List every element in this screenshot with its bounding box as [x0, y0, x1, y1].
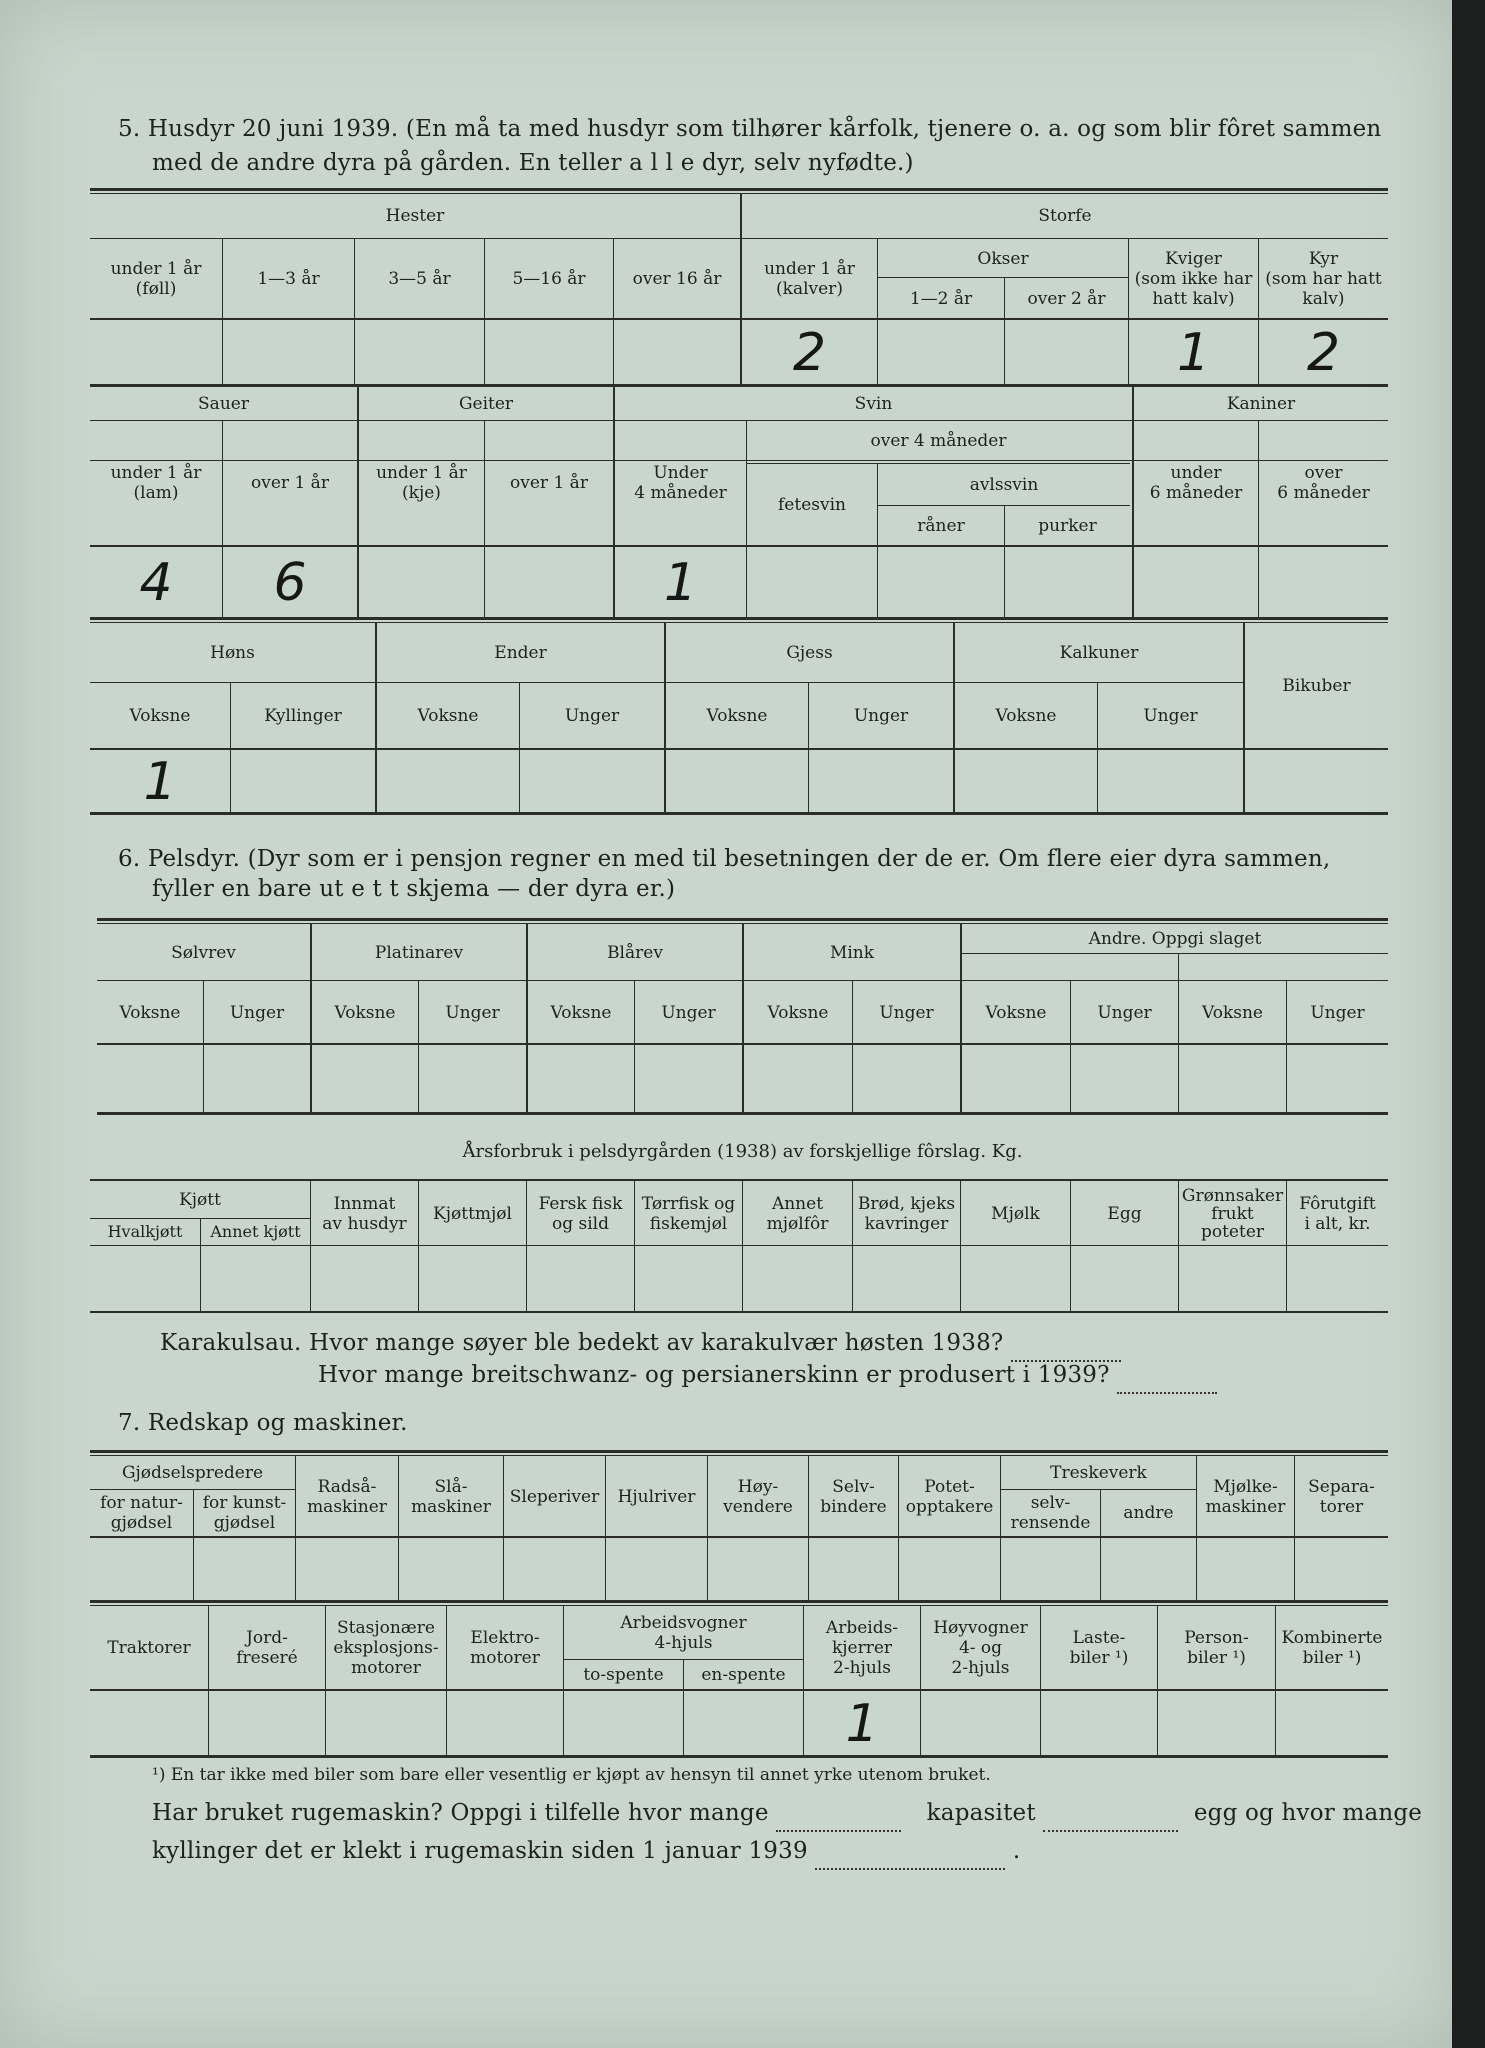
hons-col-kyllinger: Kyllinger: [264, 706, 342, 726]
bikuber-header: Bikuber: [1282, 676, 1351, 696]
value-svin-under4[interactable]: 1: [663, 553, 698, 613]
avlssvin-col-raaner: råner: [917, 515, 965, 536]
okser-header: Okser: [977, 248, 1029, 269]
equip-col-elektromotorer: Elektro- motorer: [470, 1628, 540, 1668]
kalkuner-col-voksne: Voksne: [995, 706, 1057, 726]
section6-line1: 6. Pelsdyr. (Dyr som er i pensjon regner en med til besetningen der de er. Om flere eier dyra sammen,: [118, 846, 1331, 872]
rugemaskin-count-field[interactable]: [776, 1796, 901, 1832]
okser-col-over2: over 2 år: [1027, 288, 1106, 309]
equip-col-naturgjodsel: for natur- gjødsel: [100, 1493, 183, 1533]
gjess-header: Gjess: [786, 643, 833, 663]
equip-col-kombinerte: Kombinerte biler ¹): [1281, 1628, 1383, 1668]
section5-line1: 5. Husdyr 20 juni 1939. (En må ta med husdyr som tilhører kårfolk, tjenere o. a. og som blir fôret sammen: [118, 116, 1382, 142]
mink-col-unger: Unger: [879, 1002, 934, 1023]
feed-col-mjolk: Mjølk: [991, 1203, 1040, 1224]
equip-col-sla: Slå- maskiner: [411, 1476, 491, 1517]
karakul-answer2-field[interactable]: [1117, 1358, 1217, 1394]
section5-line2: med de andre dyra på gården. En teller a l l e dyr, selv nyfødte.): [152, 150, 914, 176]
equip-col-separatorer: Separa- torer: [1308, 1476, 1375, 1517]
feed-col-egg: Egg: [1107, 1203, 1142, 1224]
svin-over4-header: over 4 måneder: [870, 431, 1007, 451]
storfe-header: Storfe: [1038, 206, 1092, 226]
rugemaskin-capacity-field[interactable]: [1043, 1796, 1178, 1832]
blaarev-header: Blårev: [607, 943, 663, 963]
hester-col-foll: under 1 år (føll): [110, 259, 202, 299]
svin-col-fetesvin: fetesvin: [778, 494, 846, 515]
blaarev-col-voksne: Voksne: [550, 1002, 612, 1023]
rugemaskin-line2: kyllinger det er klekt i rugemaskin siden 1 januar 1939 .: [152, 1834, 1352, 1870]
sauer-col-lam: under 1 år (lam): [110, 463, 202, 503]
kaniner-header: Kaniner: [1226, 394, 1296, 414]
storfe-col-kviger: Kviger (som ikke har hatt kalv): [1134, 249, 1253, 309]
andre-header: Andre. Oppgi slaget: [1088, 929, 1262, 949]
geiter-header: Geiter: [458, 394, 514, 414]
hester-col-5-16: 5—16 år: [512, 269, 586, 289]
feed-col-annet-kjott: Annet kjøtt: [210, 1222, 301, 1241]
arbeidsvogner-header: Arbeidsvogner 4-hjuls: [620, 1613, 747, 1653]
hester-col-over16: over 16 år: [632, 269, 722, 289]
hons-header: Høns: [210, 643, 255, 663]
equip-col-mjolkemaskiner: Mjølke- maskiner: [1205, 1476, 1286, 1517]
rugemaskin-line1: Har bruket rugemaskin? Oppgi i tilfelle hvor mange kapasitet egg og hvor mange: [152, 1796, 1392, 1832]
equip-col-selvbindere: Selv- bindere: [820, 1476, 887, 1517]
karakul-answer1-field[interactable]: [1011, 1326, 1121, 1362]
feed-col-gronnsaker: Grønnsaker frukt poteter: [1181, 1185, 1284, 1242]
platinarev-col-voksne: Voksne: [334, 1002, 396, 1023]
kalkuner-header: Kalkuner: [1059, 643, 1139, 663]
feed-col-innmat: Innmat av husdyr: [322, 1193, 407, 1234]
equip-col-andre: andre: [1123, 1503, 1174, 1523]
equip-col-selvrensende: selv- rensende: [1010, 1493, 1091, 1533]
sauer-header: Sauer: [198, 394, 249, 414]
gjodsel-header: Gjødselspredere: [121, 1463, 264, 1483]
feed-col-annet-mjolfor: Annet mjølfôr: [766, 1193, 829, 1234]
rugemaskin-kyllinger-field[interactable]: [815, 1834, 1005, 1870]
equip-col-hjulriver: Hjulriver: [617, 1486, 696, 1507]
equip-col-potetopptakere: Potet- opptakere: [905, 1476, 994, 1517]
solvrev-header: Sølvrev: [171, 943, 236, 963]
equip-col-arbeidskjerrer: Arbeids- kjerrer 2-hjuls: [825, 1618, 899, 1678]
hester-col-3-5: 3—5 år: [388, 269, 451, 289]
equip-col-sleperiver: Sleperiver: [509, 1486, 600, 1507]
forbruk-title: Årsforbruk i pelsdyrgården (1938) av forskjellige fôrslag. Kg.: [462, 1141, 1023, 1162]
equip-col-kunstgjodsel: for kunst- gjødsel: [202, 1493, 287, 1533]
ender-col-voksne: Voksne: [417, 706, 479, 726]
hons-col-voksne: Voksne: [129, 706, 191, 726]
equip-col-jordfreser: Jord- freseré: [236, 1628, 298, 1668]
storfe-col-kyr: Kyr (som har hatt kalv): [1265, 249, 1382, 309]
value-lam[interactable]: 4: [139, 553, 173, 613]
footnote: ¹) En tar ikke med biler som bare eller vesentlig er kjøpt av hensyn til annet yrke utenom bruket.: [152, 1765, 991, 1785]
gjess-col-voksne: Voksne: [706, 706, 768, 726]
equip-col-lastebiler: Laste- biler ¹): [1069, 1628, 1129, 1668]
section6-line2: fyller en bare ut e t t skjema — der dyra er.): [152, 876, 676, 902]
mink-header: Mink: [829, 943, 875, 963]
geiter-col-over1: over 1 år: [510, 473, 588, 493]
feed-col-hvalkjott: Hvalkjøtt: [107, 1222, 183, 1241]
feed-col-torrfisk: Tørrfisk og fiskemjøl: [641, 1193, 736, 1234]
avlssvin-col-purker: purker: [1038, 515, 1097, 536]
platinarev-col-unger: Unger: [445, 1002, 500, 1023]
value-arbeidskjerrer[interactable]: 1: [845, 1693, 879, 1754]
feed-col-brod: Brød, kjeks kavringer: [857, 1193, 956, 1234]
equip-col-stasjonaere-motorer: Stasjonære eksplosjons- motorer: [333, 1618, 439, 1678]
andre2-col-voksne: Voksne: [1202, 1002, 1263, 1023]
andre2-col-unger: Unger: [1310, 1002, 1365, 1023]
ender-col-unger: Unger: [564, 706, 620, 726]
avlssvin-header: avlssvin: [969, 474, 1039, 495]
mink-col-voksne: Voksne: [767, 1002, 829, 1023]
andre1-col-voksne: Voksne: [985, 1002, 1047, 1023]
kalkuner-col-unger: Unger: [1143, 706, 1198, 726]
value-sauer-over1[interactable]: 6: [273, 553, 307, 613]
gjess-col-unger: Unger: [853, 706, 909, 726]
solvrev-col-unger: Unger: [229, 1002, 285, 1023]
karakul-question1: Karakulsau. Hvor mange søyer ble bedekt av karakulvær høsten 1938?: [160, 1326, 1160, 1362]
kaniner-col-over6: over 6 måneder: [1277, 463, 1370, 503]
equip-col-radsa: Radså- maskiner: [307, 1476, 387, 1517]
kaniner-col-under6: under 6 måneder: [1149, 463, 1243, 503]
svin-col-under4: Under 4 måneder: [634, 463, 727, 503]
treskeverk-header: Treskeverk: [1050, 1463, 1147, 1483]
blaarev-col-unger: Unger: [661, 1002, 716, 1023]
okser-col-1-2: 1—2 år: [909, 288, 973, 309]
equip-col-hoyvogner: Høyvogner 4- og 2-hjuls: [933, 1618, 1028, 1678]
equip-col-personbiler: Person- biler ¹): [1184, 1628, 1249, 1668]
value-kviger[interactable]: 1: [1176, 323, 1211, 383]
value-hons-voksne[interactable]: 1: [143, 752, 177, 812]
geiter-col-kje: under 1 år (kje): [376, 463, 467, 503]
feed-col-kjottmjol: Kjøttmjøl: [433, 1203, 512, 1224]
sauer-col-over1: over 1 år: [251, 473, 329, 493]
value-kyr[interactable]: 2: [1306, 323, 1341, 383]
hester-col-1-3: 1—3 år: [257, 269, 320, 289]
solvrev-col-voksne: Voksne: [119, 1002, 181, 1023]
equip-col-traktorer: Traktorer: [107, 1638, 191, 1658]
equip-col-en-spente: en-spente: [701, 1664, 786, 1685]
ender-header: Ender: [494, 643, 547, 663]
feed-col-forutgift: Fôrutgift i alt, kr.: [1299, 1193, 1376, 1234]
andre1-col-unger: Unger: [1097, 1002, 1152, 1023]
equip-col-hoyvendere: Høy- vendere: [723, 1476, 793, 1517]
karakul-question2: Hvor mange breitschwanz- og persianerskinn er produsert i 1939?: [318, 1358, 1318, 1394]
svin-header: Svin: [854, 394, 893, 414]
value-kalver[interactable]: 2: [792, 323, 827, 383]
hester-header: Hester: [385, 206, 445, 226]
storfe-col-kalver: under 1 år (kalver): [764, 259, 855, 299]
platinarev-header: Platinarev: [374, 943, 464, 963]
equip-col-to-spente: to-spente: [583, 1664, 664, 1685]
section7-title: 7. Redskap og maskiner.: [118, 1410, 408, 1436]
kjott-header: Kjøtt: [179, 1190, 221, 1210]
feed-col-fersk-fisk: Fersk fisk og sild: [538, 1193, 623, 1234]
